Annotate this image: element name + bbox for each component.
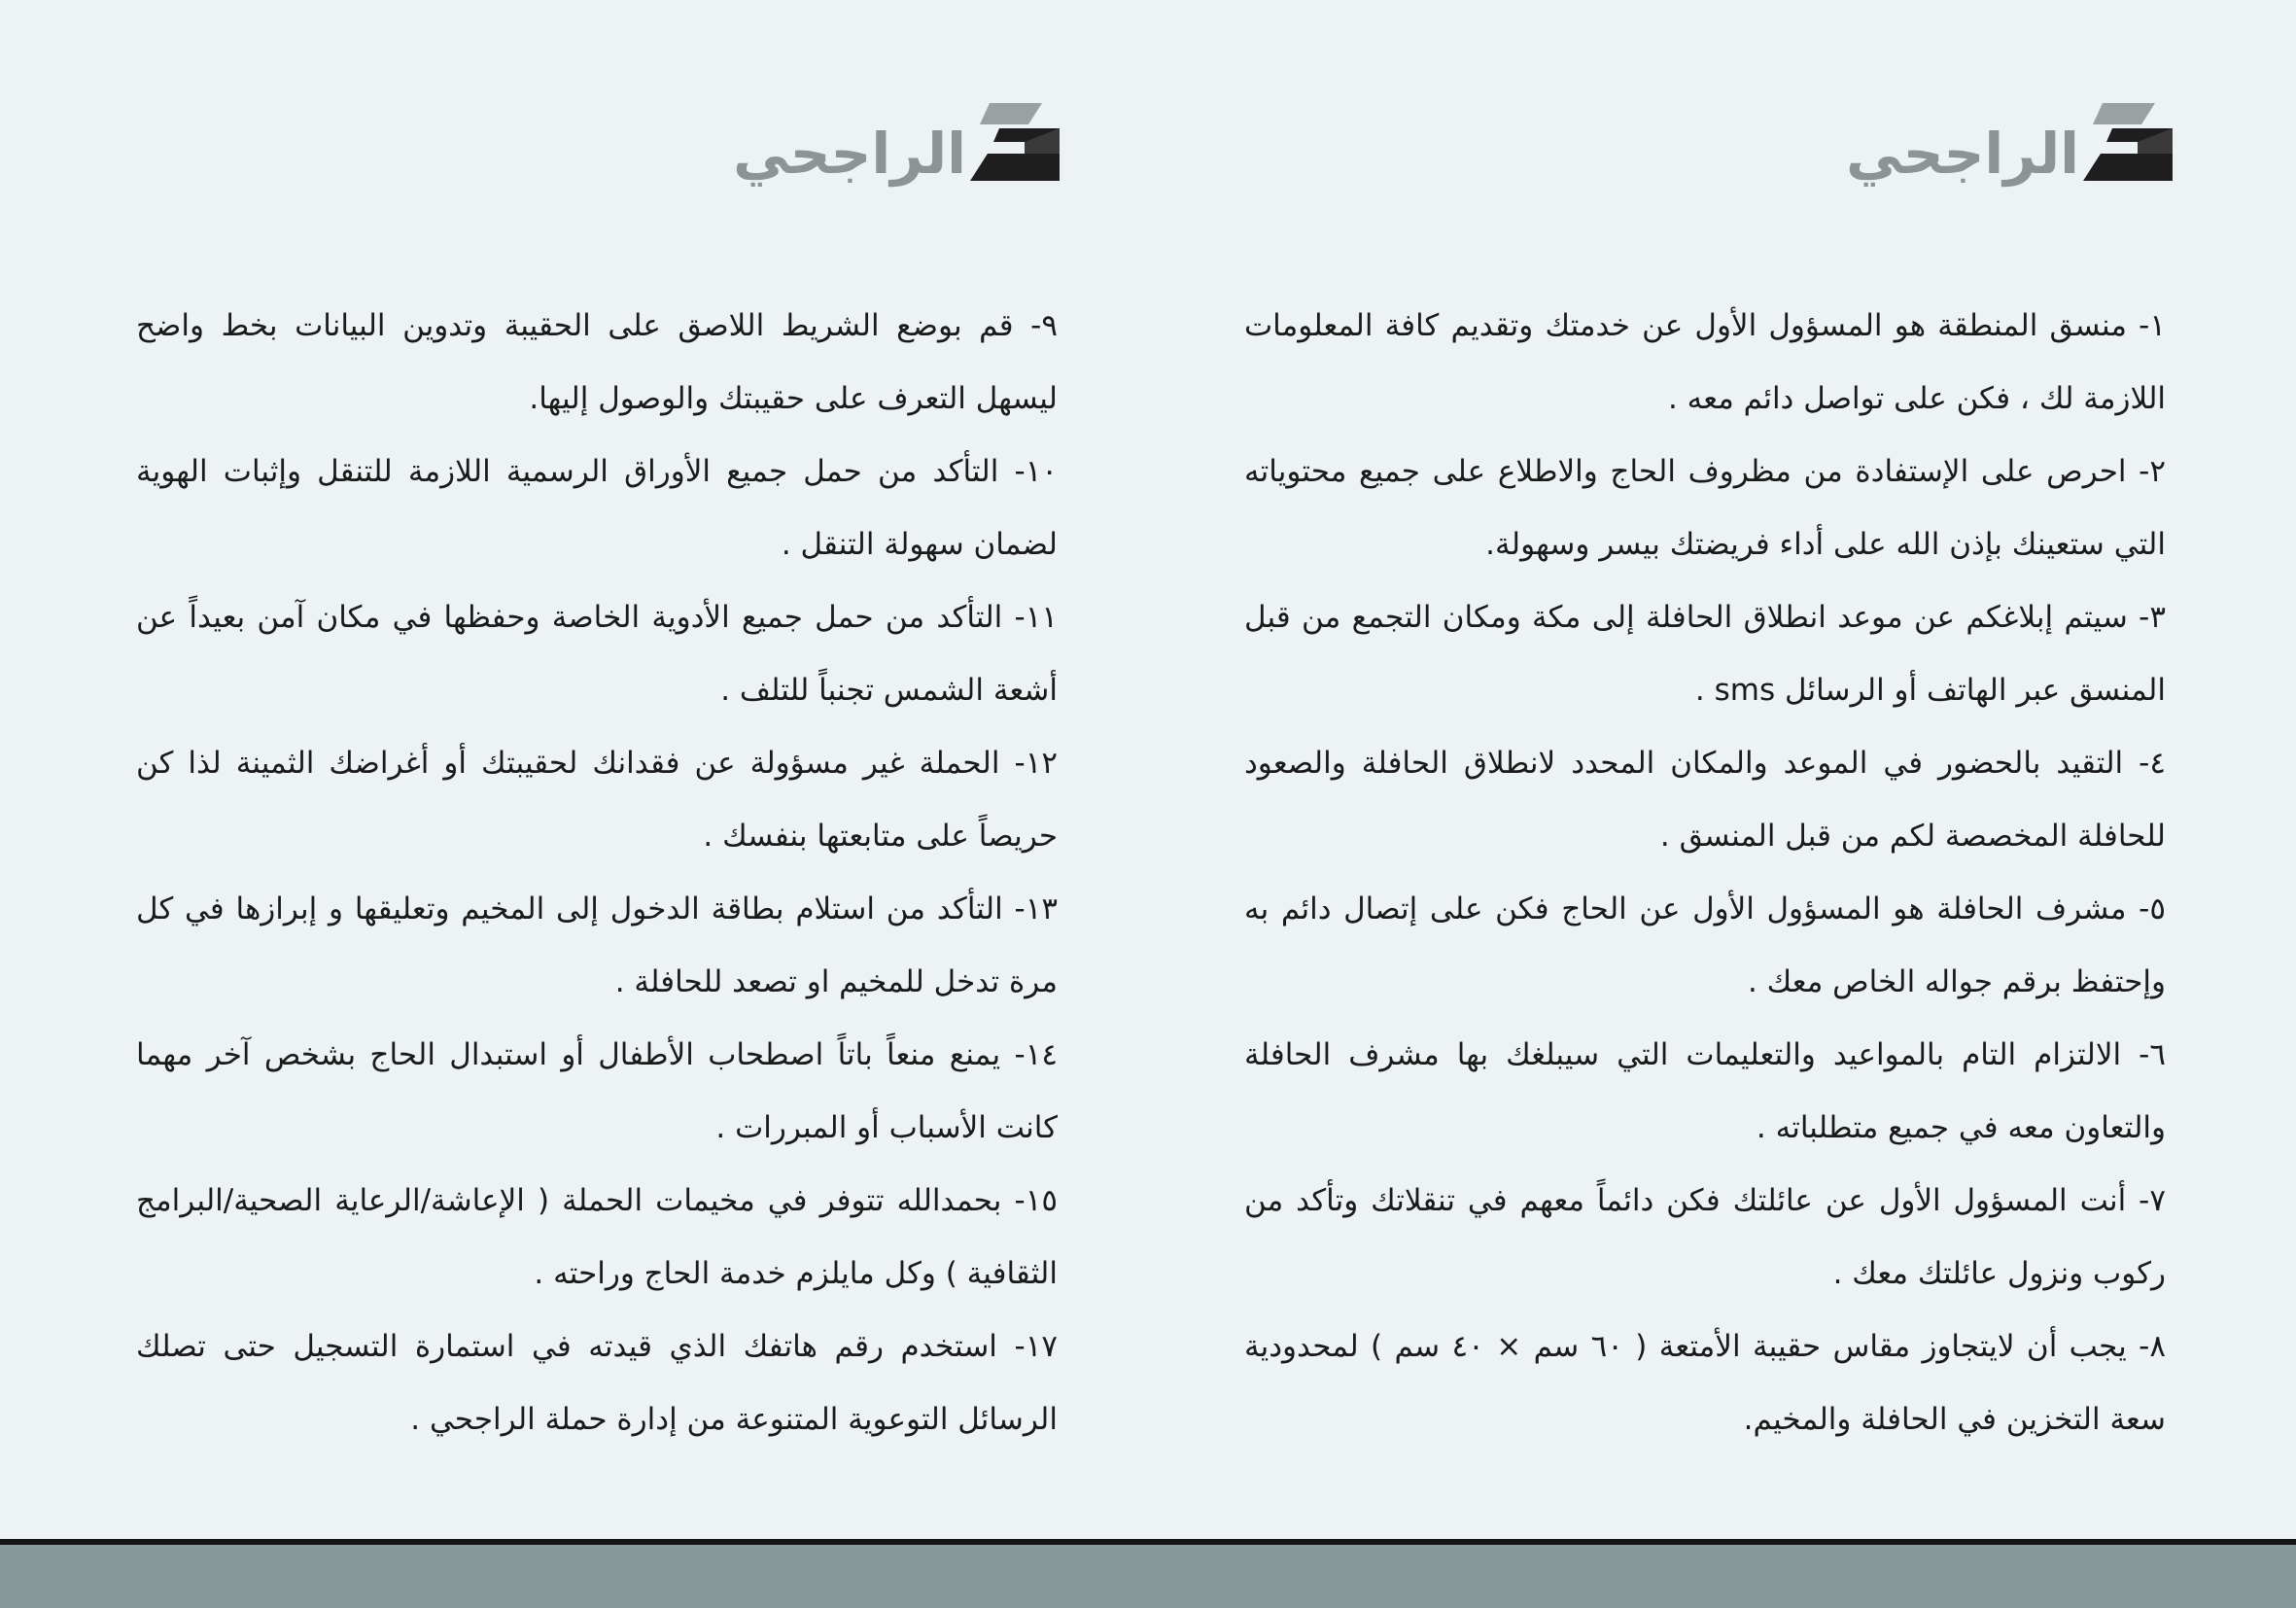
logo-text: الراجحي <box>733 121 966 187</box>
logo-left <box>733 97 1060 194</box>
instruction-item-15: ١٥- بحمدالله تتوفر في مخيمات الحملة ( الإعاشة/الرعاية الصحية/البرامج الثقافية ) وكل مايلزم خدمة الحاج وراحته . <box>136 1183 1058 1291</box>
instruction-item-12: ١٢- الحملة غير مسؤولة عن فقدانك لحقيبتك أو أغراضك الثمينة لذا كن حريصاً على متابعتها بنفسك . <box>136 746 1058 854</box>
instruction-item-13: ١٣- التأكد من استلام بطاقة الدخول إلى المخيم وتعليقها و إبرازها في كل مرة تدخل للمخيم او تصعد للحافلة . <box>136 891 1058 999</box>
instruction-item-17: ١٧- استخدم رقم هاتفك الذي قيدته في استمارة التسجيل حتى تصلك الرسائل التوعوية المتنوعة من إدارة حملة الراجحي . <box>136 1329 1058 1437</box>
instruction-item-2: ٢- احرص على الإستفادة من مظروف الحاج والاطلاع على جميع محتوياته التي ستعينك بإذن الله على أداء فريضتك بيسر وسهولة. <box>1244 454 2166 562</box>
footer-band <box>0 1545 2296 1608</box>
instruction-item-7: ٧- أنت المسؤول الأول عن عائلتك فكن دائماً معهم في تنقلاتك وتأكد من ركوب ونزول عائلتك معك . <box>1244 1183 2166 1291</box>
instruction-item-1: ١- منسق المنطقة هو المسؤول الأول عن خدمتك وتقديم كافة المعلومات اللازمة لك ، فكن على تواصل دائم معه . <box>1244 308 2166 416</box>
instruction-item-11: ١١- التأكد من حمل جميع الأدوية الخاصة وحفظها في مكان آمن بعيداً عن أشعة الشمس تجنباً للتلف . <box>136 600 1058 708</box>
instruction-item-8: ٨- يجب أن لايتجاوز مقاس حقيبة الأمتعة ( ٦٠ سم × ٤٠ سم ) لمحدودية سعة التخزين في الحافلة والمخيم. <box>1244 1329 2166 1437</box>
instruction-item-3: ٣- سيتم إبلاغكم عن موعد انطلاق الحافلة إلى مكة ومكان التجمع من قبل المنسق عبر الهاتف أو الرسائل sms . <box>1244 600 2166 708</box>
instruction-item-4: ٤- التقيد بالحضور في الموعد والمكان المحدد لانطلاق الحافلة والصعود للحافلة المخصصة لكم من قبل المنسق . <box>1244 746 2166 854</box>
instruction-item-5: ٥- مشرف الحافلة هو المسؤول الأول عن الحاج فكن على إتصال دائم به وإحتفظ برقم جواله الخاص معك . <box>1244 891 2166 999</box>
alrajhi-logo-mark-icon <box>2083 103 2173 181</box>
logo-text: الراجحي <box>1846 121 2079 187</box>
instruction-item-10: ١٠- التأكد من حمل جميع الأوراق الرسمية اللازمة للتنقل وإثبات الهوية لضمان سهولة التنقل . <box>136 454 1058 562</box>
logo-right <box>1846 97 2173 194</box>
instruction-item-6: ٦- الالتزام التام بالمواعيد والتعليمات التي سيبلغك بها مشرف الحافلة والتعاون معه في جميع متطلباته . <box>1244 1037 2166 1145</box>
instruction-item-14: ١٤- يمنع منعاً باتاً اصطحاب الأطفال أو استبدال الحاج بشخص آخر مهما كانت الأسباب أو المبررات . <box>136 1037 1058 1145</box>
alrajhi-logo-mark-icon <box>970 103 1060 181</box>
instruction-item-9: ٩- قم بوضع الشريط اللاصق على الحقيبة وتدوين البيانات بخط واضح ليسهل التعرف على حقيبتك والوصول إليها. <box>136 308 1058 416</box>
page-left-instructions <box>136 290 1058 1456</box>
page-right-instructions <box>1244 290 2166 1456</box>
